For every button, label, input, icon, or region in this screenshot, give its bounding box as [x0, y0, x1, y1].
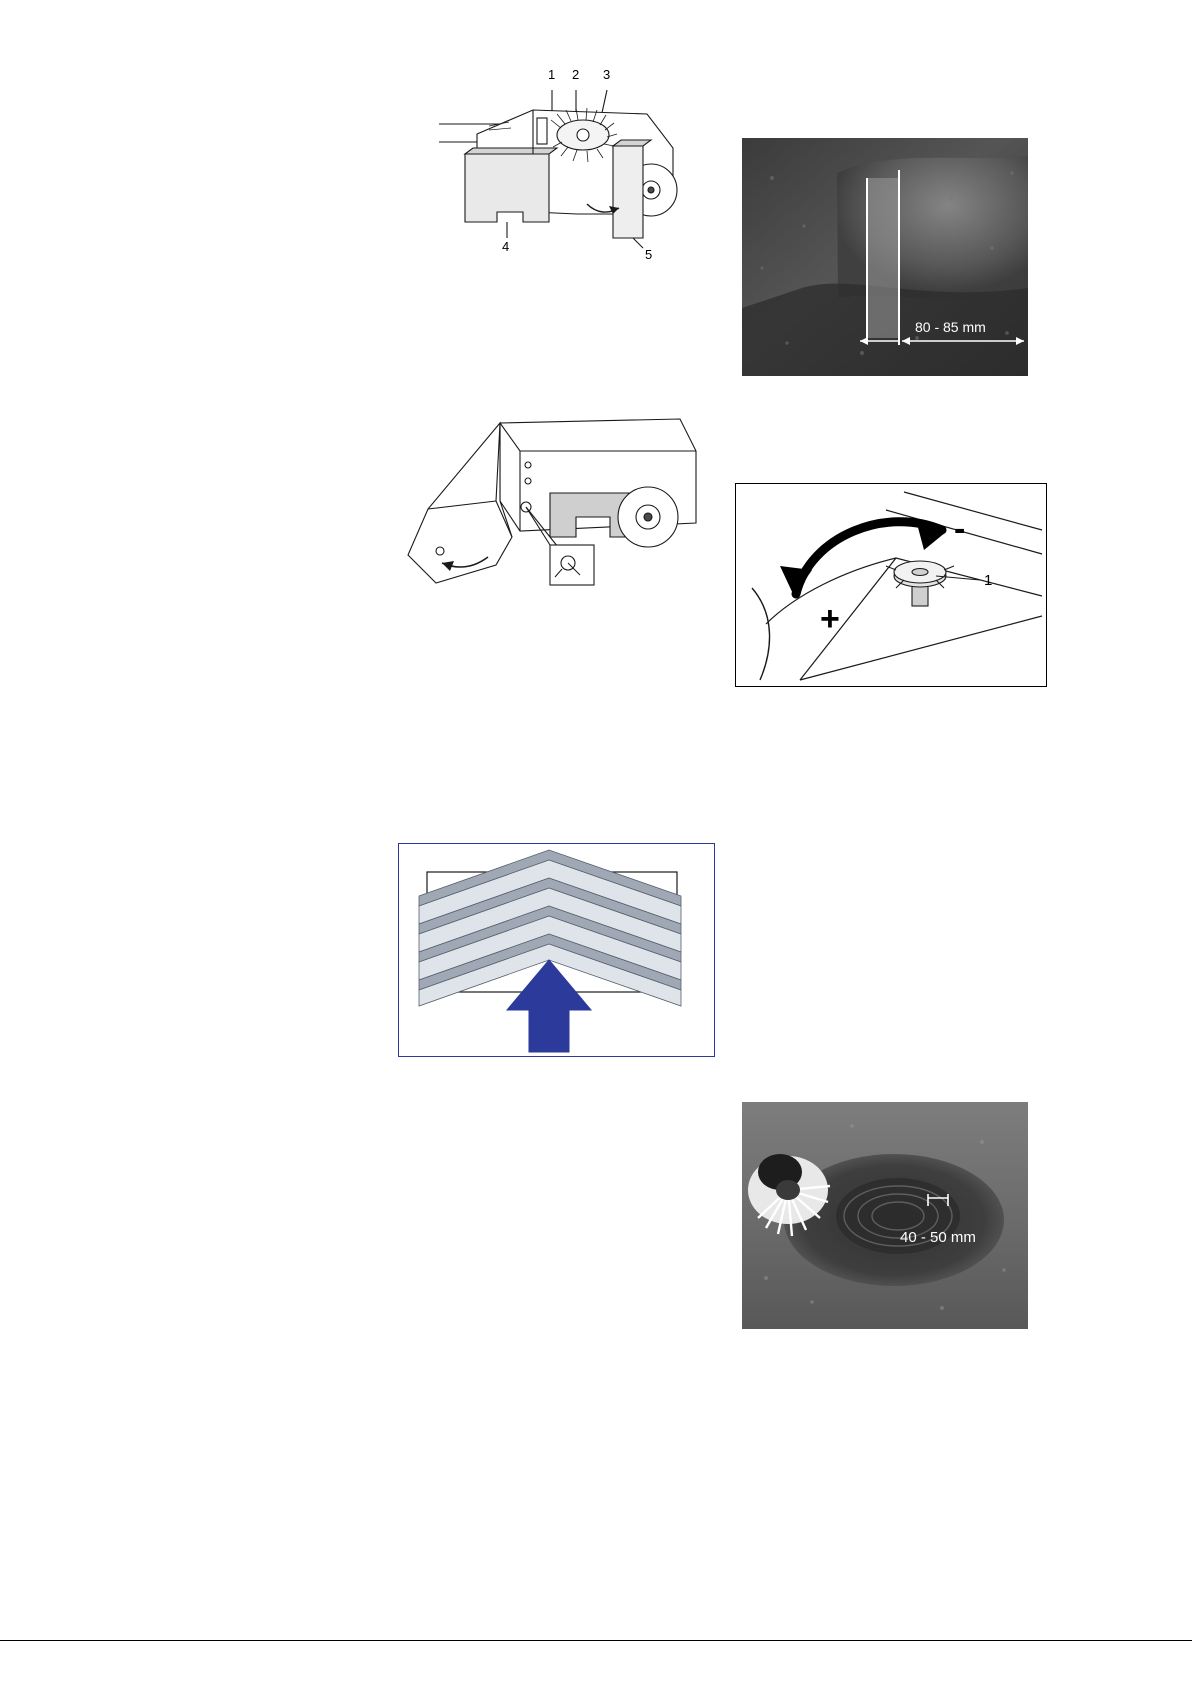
dimension-label-40-50mm: 40 - 50 mm: [900, 1229, 976, 1246]
callout-number-2: 2: [572, 67, 580, 82]
sweeper-side-view-diagram: [437, 62, 687, 267]
sweep-track-photo: [742, 138, 1028, 376]
minus-sign-label: -: [954, 510, 966, 548]
callout-number-5: 5: [645, 247, 653, 262]
adjustment-knob-diagram: [735, 483, 1047, 687]
side-brush-track-photo: [742, 1102, 1028, 1329]
page-bottom-rule: [0, 1640, 1192, 1641]
callout-number-4: 4: [502, 239, 510, 254]
callout-number-3: 3: [603, 67, 611, 82]
brush-pattern-diagram: [398, 843, 715, 1057]
hopper-flap-diagram: [400, 405, 700, 620]
dimension-label-80-85mm: 80 - 85 mm: [915, 319, 986, 335]
plus-sign-label: +: [820, 600, 840, 638]
knob-callout-number-1: 1: [984, 572, 993, 589]
callout-number-1: 1: [548, 67, 556, 82]
